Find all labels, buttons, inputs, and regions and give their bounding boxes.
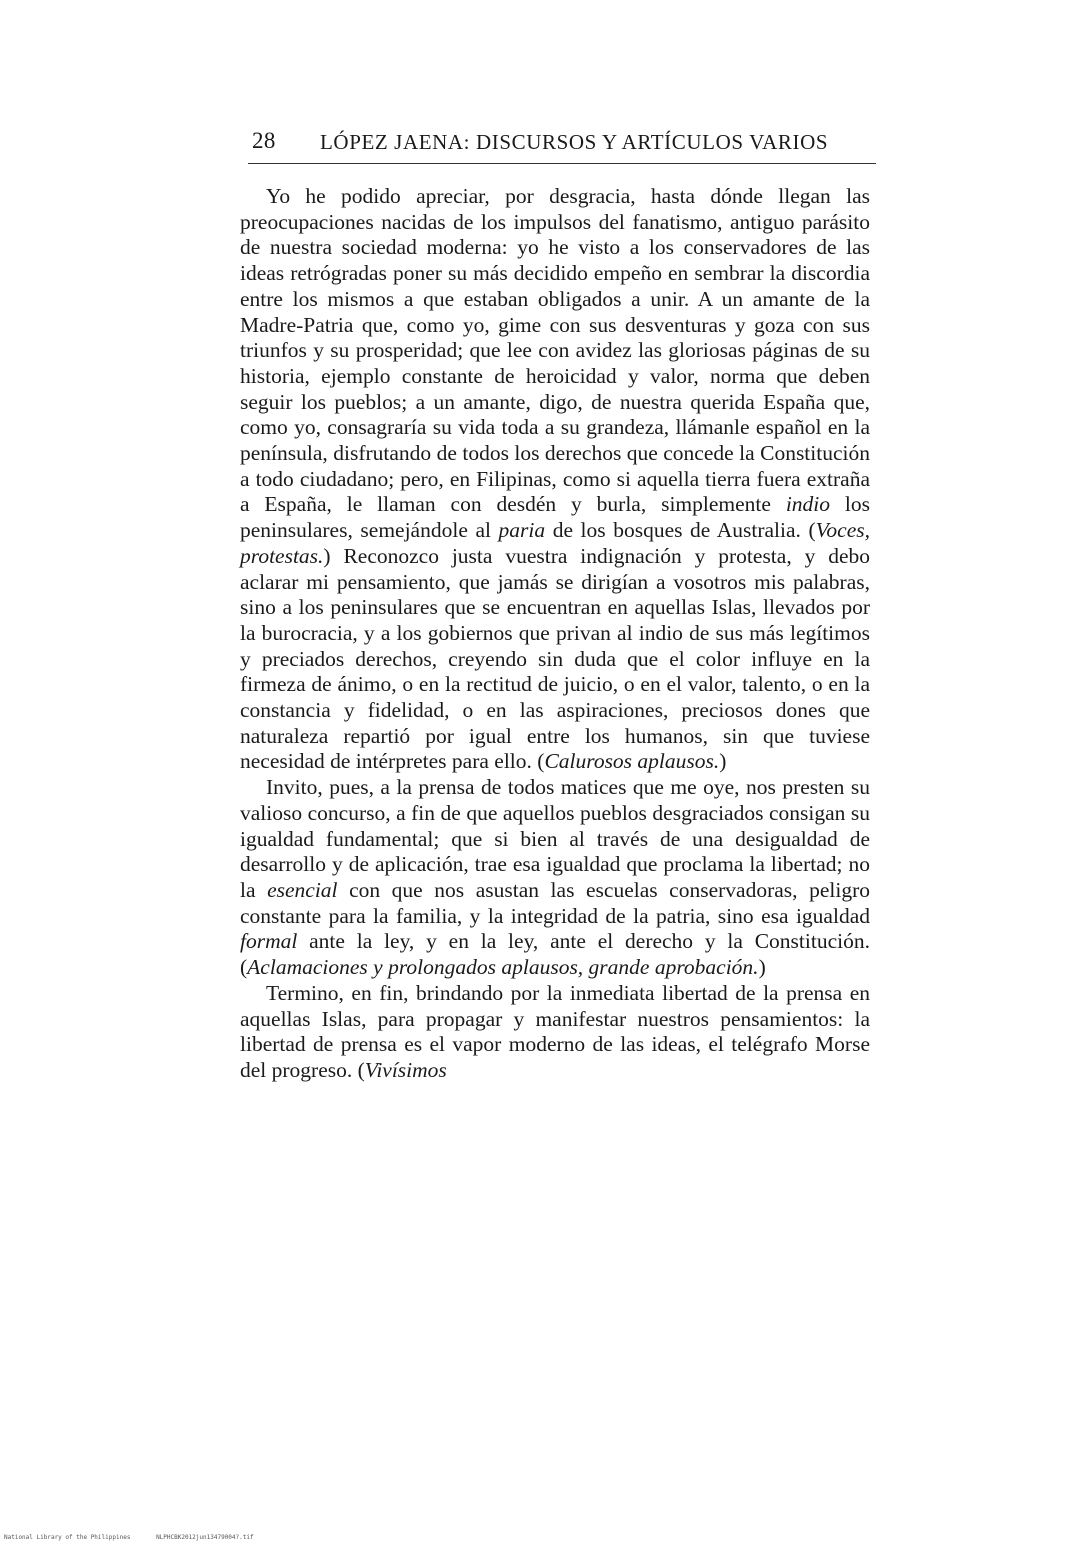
page-number: 28 bbox=[252, 128, 276, 153]
text-run: Yo he podido apreciar, por desgracia, hasta dónde llegan las preocupaciones nacidas de los impulsos del fanatismo, antiguo parásito de nuestra sociedad moderna: yo he visto a los conservadores de las ideas retrógradas poner su más decidido empeño en sembrar la discordia entre los mismos a que estaban obligados a unir. A un amante de la Madre-Patria que, como yo, gime con sus desventuras y goza con sus triunfos y su prosperidad; que lee con avidez las gloriosas páginas de su historia, ejemplo constante de heroicidad y valor, norma que deben seguir los pueblos; a un amante, digo, de nuestra querida España que, como yo, consagraría su vida toda a su grandeza, llámanle español en la península, disfrutando de todos los derechos que concede la Constitución a todo ciudadano; pero, en Filipinas, como si aquella tierra fuera extraña a España, le llaman con desdén y burla, simplemente bbox=[240, 184, 870, 517]
header-rule bbox=[248, 163, 876, 164]
paragraph-3 bbox=[240, 981, 870, 1084]
italic-run: indio bbox=[785, 492, 831, 517]
text-run: ) Reconozco justa vuestra indignación y protesta, y debo aclarar mi pensamiento, que jamás se dirigían a vosotros mis palabras, sino a los peninsulares que se encuentran en aquellas Islas, llevados por la burocracia, y a los gobiernos que privan al indio de sus más legítimos y preciados derechos, creyendo sin duda que el color influye en la firmeza de ánimo, o en la rectitud de juicio, o en el valor, talento, o en la constancia y fidelidad, o en las aspiraciones, preciosos dones que naturaleza repartió por igual entre los humanos, sin que tuviese necesidad de intérpretes para ello. ( bbox=[240, 543, 870, 774]
italic-run: Voces, protestas. bbox=[240, 518, 870, 568]
body-text bbox=[240, 184, 870, 1084]
footer-filename: NLPHCBK2012jun13479004?.tif bbox=[156, 1534, 254, 1541]
italic-run: paria bbox=[498, 518, 546, 543]
text-run: Invito, pues, a la prensa de todos matices que me oye, nos presten su valioso concurso, a fin de que aquellos pueblos desgraciados consigan su igualdad fundamental; que si bien al través de una desigualdad de desarrollo y de aplicación, trae esa igualdad que proclama la libertad; no la bbox=[240, 775, 870, 902]
paragraph-1 bbox=[240, 184, 870, 775]
text-run: con que nos asustan las escuelas conservadoras, peligro constante para la familia, y la integridad de la patria, sino esa igualdad bbox=[240, 877, 870, 928]
text-run: de los bosques de Australia. ( bbox=[545, 518, 816, 543]
italic-run: Aclamaciones y prolongados aplausos, grande aprobación. bbox=[247, 955, 759, 980]
page-header bbox=[246, 128, 876, 164]
paragraph-2 bbox=[240, 775, 870, 981]
running-title: LÓPEZ JAENA: DISCURSOS Y ARTÍCULOS VARIOS bbox=[320, 130, 829, 154]
italic-run: Vivísimos bbox=[364, 1057, 447, 1082]
text-run: ante la ley, y en la ley, ante el derecho y la Constitución. ( bbox=[240, 929, 870, 980]
italic-run: esencial bbox=[267, 877, 338, 902]
text-run: Termino, en fin, brindando por la inmediata libertad de la prensa en aquellas Islas, para propagar y manifestar nuestros pensamientos: la libertad de prensa es el vapor moderno de las ideas, el telégrafo Morse del progreso. ( bbox=[240, 980, 870, 1082]
italic-run: formal bbox=[240, 929, 298, 954]
text-run: ) bbox=[758, 955, 766, 980]
text-run: los peninsulares, semejándole al bbox=[240, 492, 870, 543]
scan-footer bbox=[4, 1534, 276, 1541]
text-run: ) bbox=[719, 749, 727, 774]
footer-library: National Library of the Philippines bbox=[4, 1534, 131, 1541]
italic-run: Calurosos aplausos. bbox=[544, 749, 720, 774]
